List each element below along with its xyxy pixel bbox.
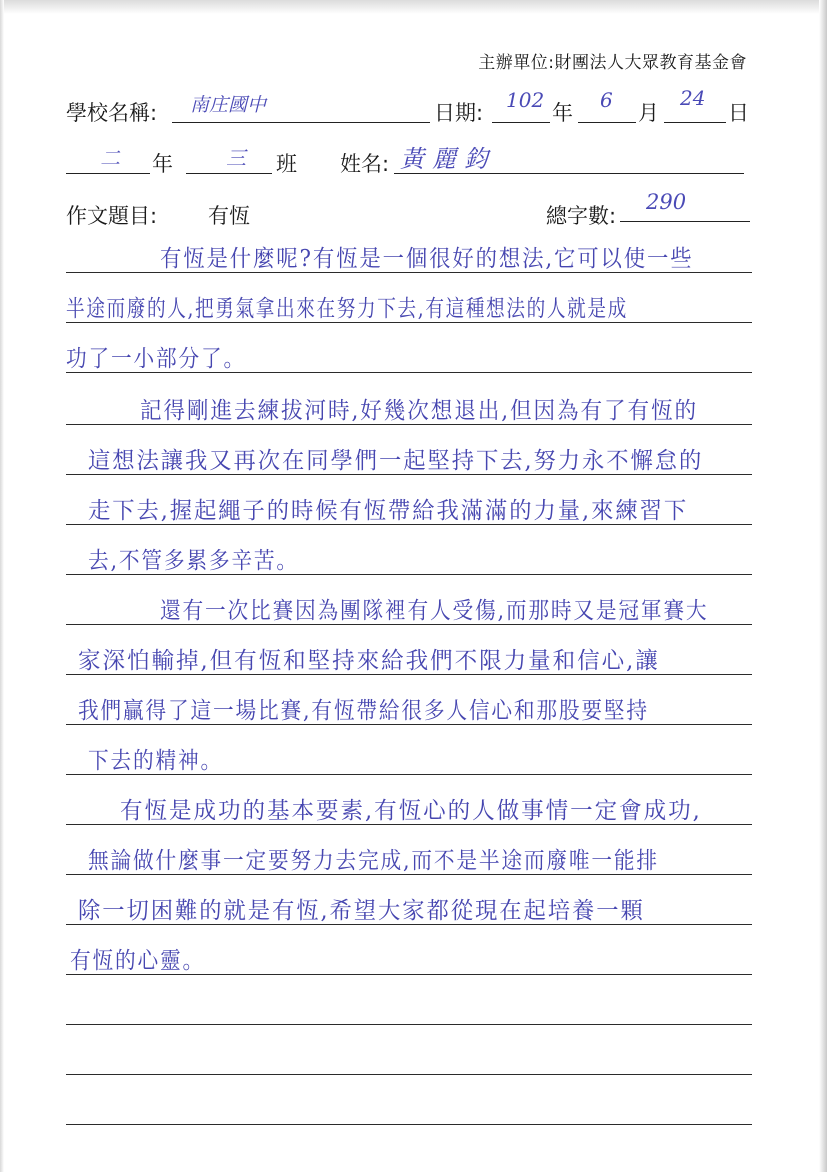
essay-line: 半途而廢的人,把勇氣拿出來在努力下去,有這種想法的人就是成 xyxy=(66,296,628,322)
name-label: 姓名: xyxy=(340,152,390,176)
wordcount-value: 290 xyxy=(646,190,687,214)
essay-line: 無論做什麼事一定要努力去完成,而不是半途而廢唯一能排 xyxy=(88,848,659,874)
organizer-label: 主辦單位:財團法人大眾教育基金會 xyxy=(478,53,747,73)
class-underline xyxy=(186,173,272,174)
essay-line: 下去的精神。 xyxy=(88,748,223,774)
topic-label: 作文題目: xyxy=(66,204,158,228)
date-label: 日期: xyxy=(434,101,484,125)
year-underline xyxy=(492,122,550,123)
essay-line: 除一切困難的就是有恆,希望大家都從現在起培養一顆 xyxy=(78,898,645,924)
ruled-line xyxy=(66,1124,752,1125)
scan-edge-left xyxy=(0,0,4,1172)
year-unit: 年 xyxy=(552,101,573,125)
essay-line: 還有一次比賽因為團隊裡有人受傷,而那時又是冠軍賽大 xyxy=(160,598,709,624)
wordcount-underline xyxy=(620,221,750,222)
ruled-line xyxy=(66,1024,752,1025)
month-unit: 月 xyxy=(638,101,659,125)
day-unit: 日 xyxy=(728,101,749,125)
month-underline xyxy=(578,122,636,123)
class-value: 三 xyxy=(226,146,246,170)
grade-unit: 年 xyxy=(152,152,173,176)
grade-value: 二 xyxy=(100,146,120,170)
essay-line: 家深怕輸掉,但有恆和堅持來給我們不限力量和信心,讓 xyxy=(78,648,660,674)
essay-line: 我們贏得了這一場比賽,有恆帶給很多人信心和那股要堅持 xyxy=(78,698,649,724)
school-value: 南庄國中 xyxy=(190,94,267,116)
ruled-line xyxy=(66,1074,752,1075)
essay-line: 有恆是什麼呢?有恆是一個很好的想法,它可以使一些 xyxy=(160,246,694,272)
month-value: 6 xyxy=(600,88,613,112)
essay-line: 去,不管多累多辛苦。 xyxy=(88,548,299,574)
day-underline xyxy=(664,122,726,123)
school-underline xyxy=(172,122,430,123)
scan-edge-right xyxy=(819,0,827,1172)
essay-line: 這想法讓我又再次在同學們一起堅持下去,努力永不懈怠的 xyxy=(88,448,704,474)
scan-edge-top xyxy=(0,0,827,14)
essay-line: 有恆的心靈。 xyxy=(70,948,205,974)
school-label: 學校名稱: xyxy=(66,101,158,125)
topic-value: 有恆 xyxy=(208,204,250,228)
essay-line: 記得剛進去練拔河時,好幾次想退出,但因為有了有恆的 xyxy=(140,398,699,424)
essay-line: 走下去,握起繩子的時候有恆帶給我滿滿的力量,來練習下 xyxy=(88,498,689,524)
class-unit: 班 xyxy=(276,152,297,176)
wordcount-label: 總字數: xyxy=(546,204,617,228)
year-value: 102 xyxy=(506,88,545,112)
essay-line: 有恆是成功的基本要素,有恆心的人做事情一定會成功, xyxy=(120,798,702,824)
day-value: 24 xyxy=(680,86,706,110)
grade-underline xyxy=(66,173,150,174)
name-value: 黃麗鈞 xyxy=(400,145,496,173)
essay-line: 功了一小部分了。 xyxy=(66,346,246,372)
